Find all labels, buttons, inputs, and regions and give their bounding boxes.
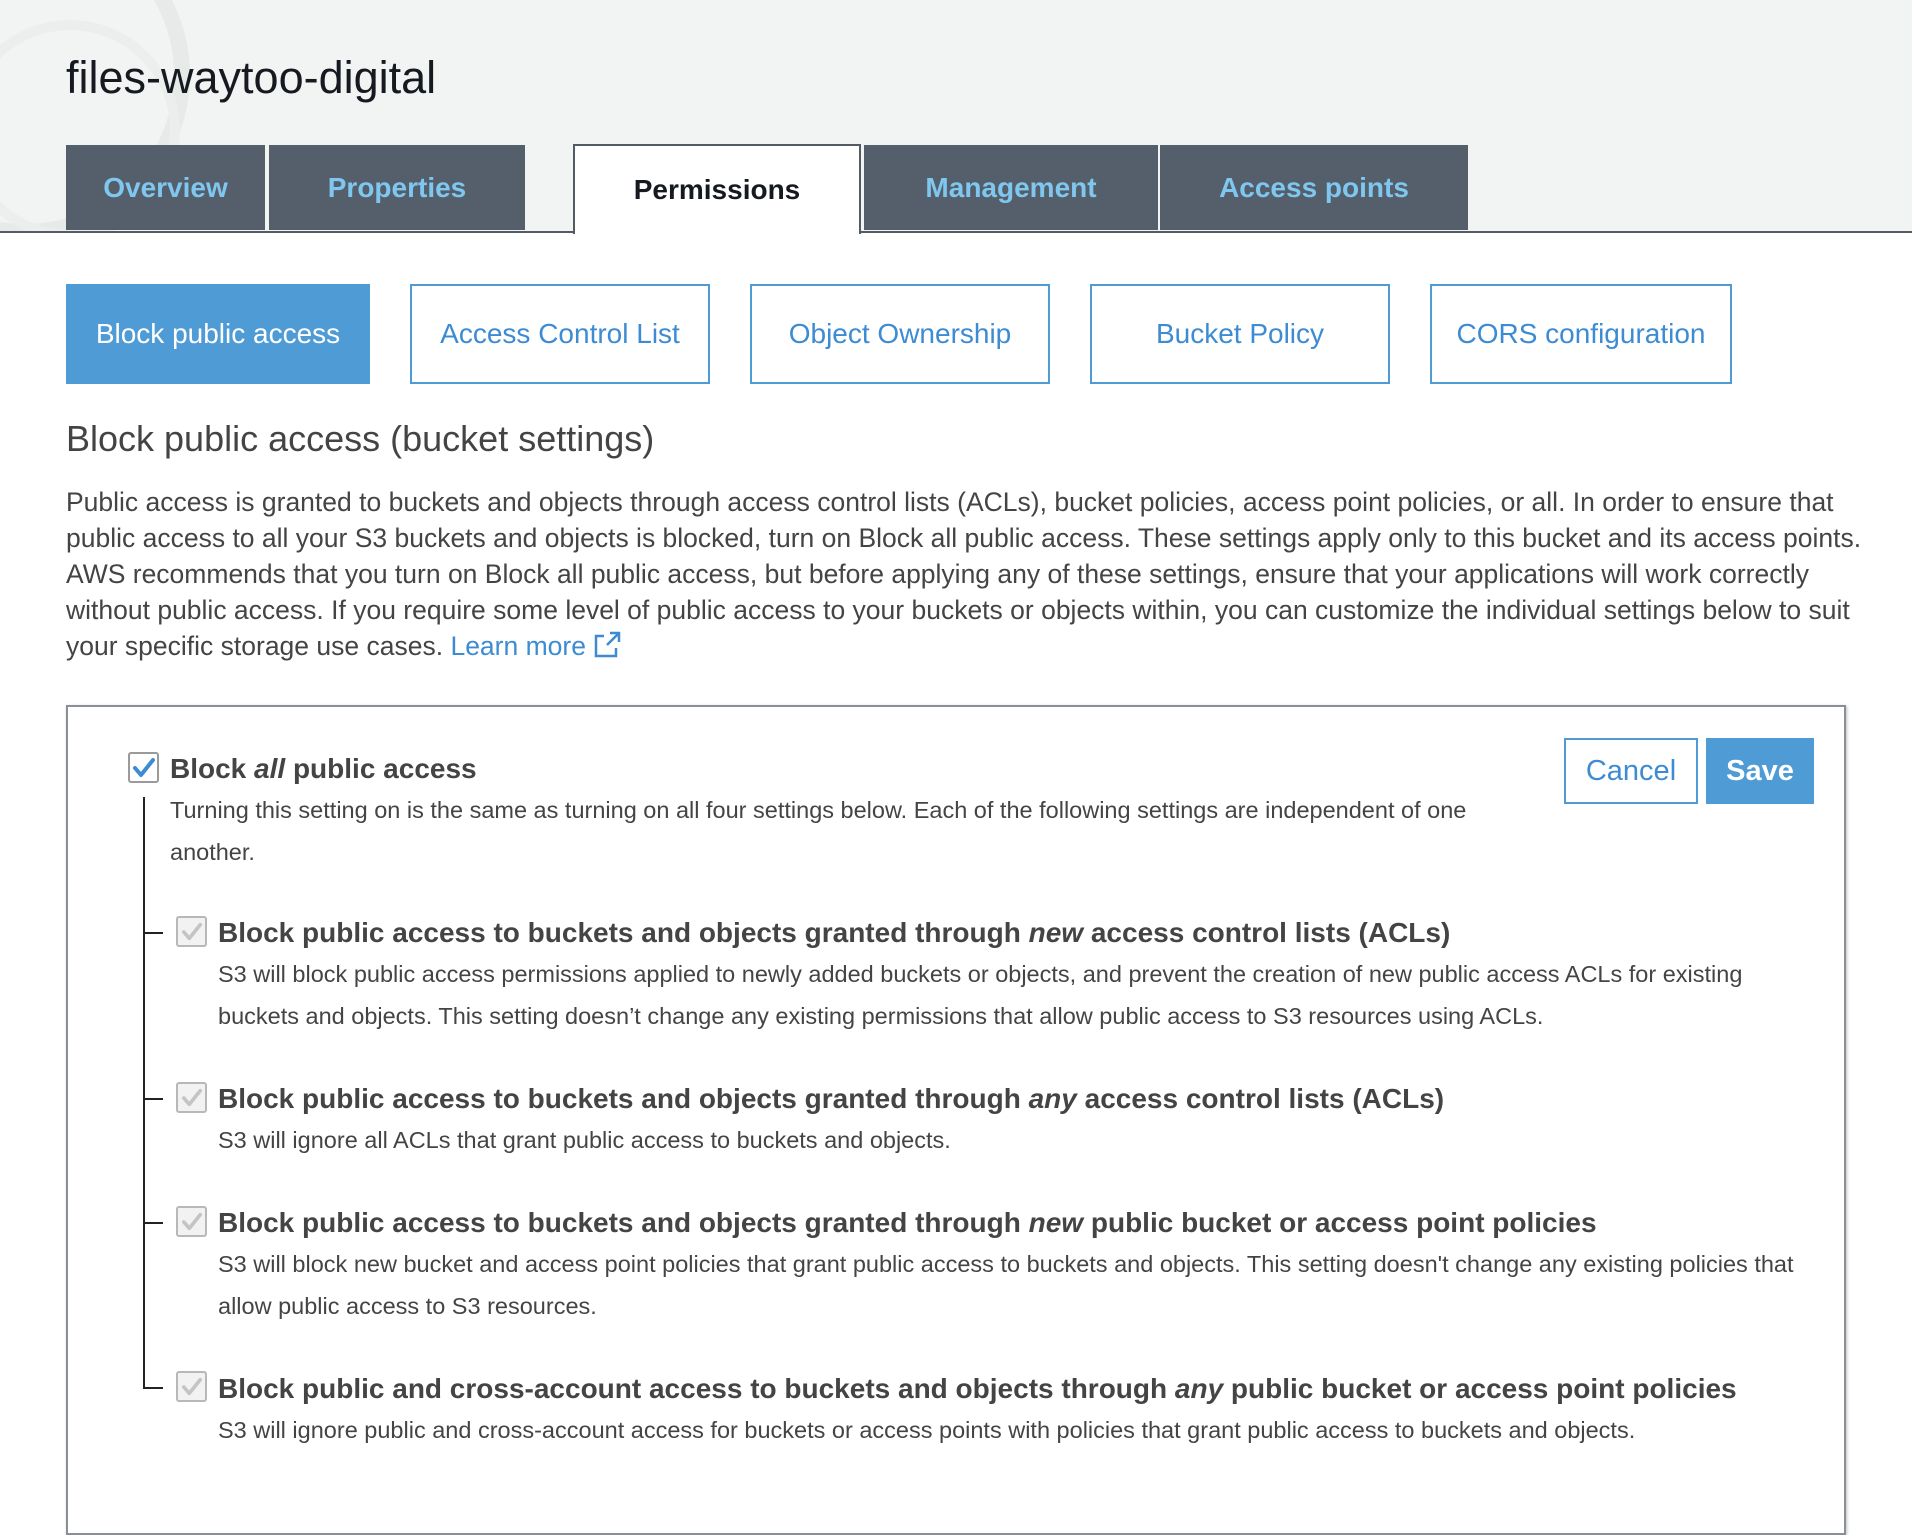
tree-branch [143, 1222, 163, 1224]
option-1-checkbox[interactable] [176, 916, 207, 947]
option-3-label [218, 1207, 1597, 1239]
checkmark-icon [181, 1088, 203, 1108]
bucket-name-title: files-waytoo-digital [66, 52, 437, 103]
section-description [66, 484, 1866, 667]
tree-branch [143, 1098, 163, 1100]
option-4-label-pre: Block public and cross-account access to buckets and objects through [218, 1373, 1175, 1404]
checkmark-icon [132, 757, 156, 779]
checkmark-icon [181, 1212, 203, 1232]
section-title: Block public access (bucket settings) [66, 418, 655, 459]
save-button[interactable]: Save [1706, 738, 1814, 804]
option-1-description: S3 will block public access permissions applied to newly added buckets or objects, and prevent the creation of new public access ACLs for existing buckets and objects. This setting doesn’t change any existing permissions that allow public access to S3 resources using ACLs. [218, 961, 1743, 1029]
block-all-label [170, 753, 477, 785]
option-4-label-post: public bucket or access point policies [1223, 1373, 1737, 1404]
block-all-label-pre: Block [170, 753, 255, 784]
cancel-button[interactable]: Cancel [1564, 738, 1698, 804]
option-3-checkbox[interactable] [176, 1206, 207, 1237]
option-3-description: S3 will block new bucket and access point policies that grant public access to buckets and objects. This setting doesn't change any existing policies that allow public access to S3 resources. [218, 1251, 1794, 1319]
tab-management[interactable]: Management [864, 145, 1158, 230]
checkmark-icon [181, 1377, 203, 1397]
tree-line [143, 797, 145, 1389]
option-1-label-em: new [1028, 917, 1084, 948]
block-all-description: Turning this setting on is the same as turning on all four settings below. Each of the following settings are independent of one another. [170, 797, 1467, 865]
option-3-label-em: new [1028, 1207, 1084, 1238]
option-2-label-em: any [1028, 1083, 1077, 1114]
option-2-description: S3 will ignore all ACLs that grant public access to buckets and objects. [218, 1127, 951, 1153]
learn-more-link[interactable] [450, 631, 622, 661]
block-all-label-post: public access [285, 753, 477, 784]
option-4-checkbox[interactable] [176, 1371, 207, 1402]
tab-overview[interactable]: Overview [66, 145, 265, 230]
section-description-text: Public access is granted to buckets and objects through access control lists (ACLs), bucket policies, access point policies, or all. In order to ensure that public access to all your S3 buckets and objects is blocked, turn on Block all public access. These settings apply only to this bucket and its access points. AWS recommends that you turn on Block all public access, but before applying any of these settings, ensure that your applications will work correctly without public access. If you require some level of public access to your buckets or objects within, you can customize the individual settings below to suit your specific storage use cases. [66, 487, 1862, 661]
option-1-label-pre: Block public access to buckets and objects granted through [218, 917, 1029, 948]
external-link-icon [592, 630, 622, 667]
option-1-label-post: access control lists (ACLs) [1083, 917, 1451, 948]
option-2-label-post: access control lists (ACLs) [1076, 1083, 1445, 1114]
tree-branch [143, 932, 163, 934]
learn-more-label[interactable]: Learn more [450, 631, 586, 661]
subtab-cors-configuration[interactable]: CORS configuration [1430, 284, 1732, 384]
option-3-label-pre: Block public access to buckets and objects granted through [218, 1207, 1029, 1238]
option-2-checkbox[interactable] [176, 1082, 207, 1113]
option-2-label-pre: Block public access to buckets and objects granted through [218, 1083, 1029, 1114]
subtab-object-ownership[interactable]: Object Ownership [750, 284, 1050, 384]
block-all-label-em: all [254, 753, 286, 784]
tab-properties[interactable]: Properties [269, 145, 525, 230]
tab-access-points[interactable]: Access points [1160, 145, 1468, 230]
block-all-checkbox[interactable] [128, 752, 159, 783]
option-1-label [218, 917, 1450, 949]
subtab-bucket-policy[interactable]: Bucket Policy [1090, 284, 1390, 384]
subtab-block-public-access[interactable]: Block public access [66, 284, 370, 384]
option-4-description: S3 will ignore public and cross-account access for buckets or access points with policies that grant public access to buckets and objects. [218, 1417, 1636, 1443]
option-4-label [218, 1373, 1737, 1405]
tab-permissions[interactable]: Permissions [573, 144, 861, 234]
checkmark-icon [181, 922, 203, 942]
option-2-label [218, 1083, 1444, 1115]
option-3-label-post: public bucket or access point policies [1083, 1207, 1597, 1238]
option-4-label-em: any [1174, 1373, 1224, 1404]
subtab-access-control-list[interactable]: Access Control List [410, 284, 710, 384]
tree-branch [143, 1387, 163, 1389]
